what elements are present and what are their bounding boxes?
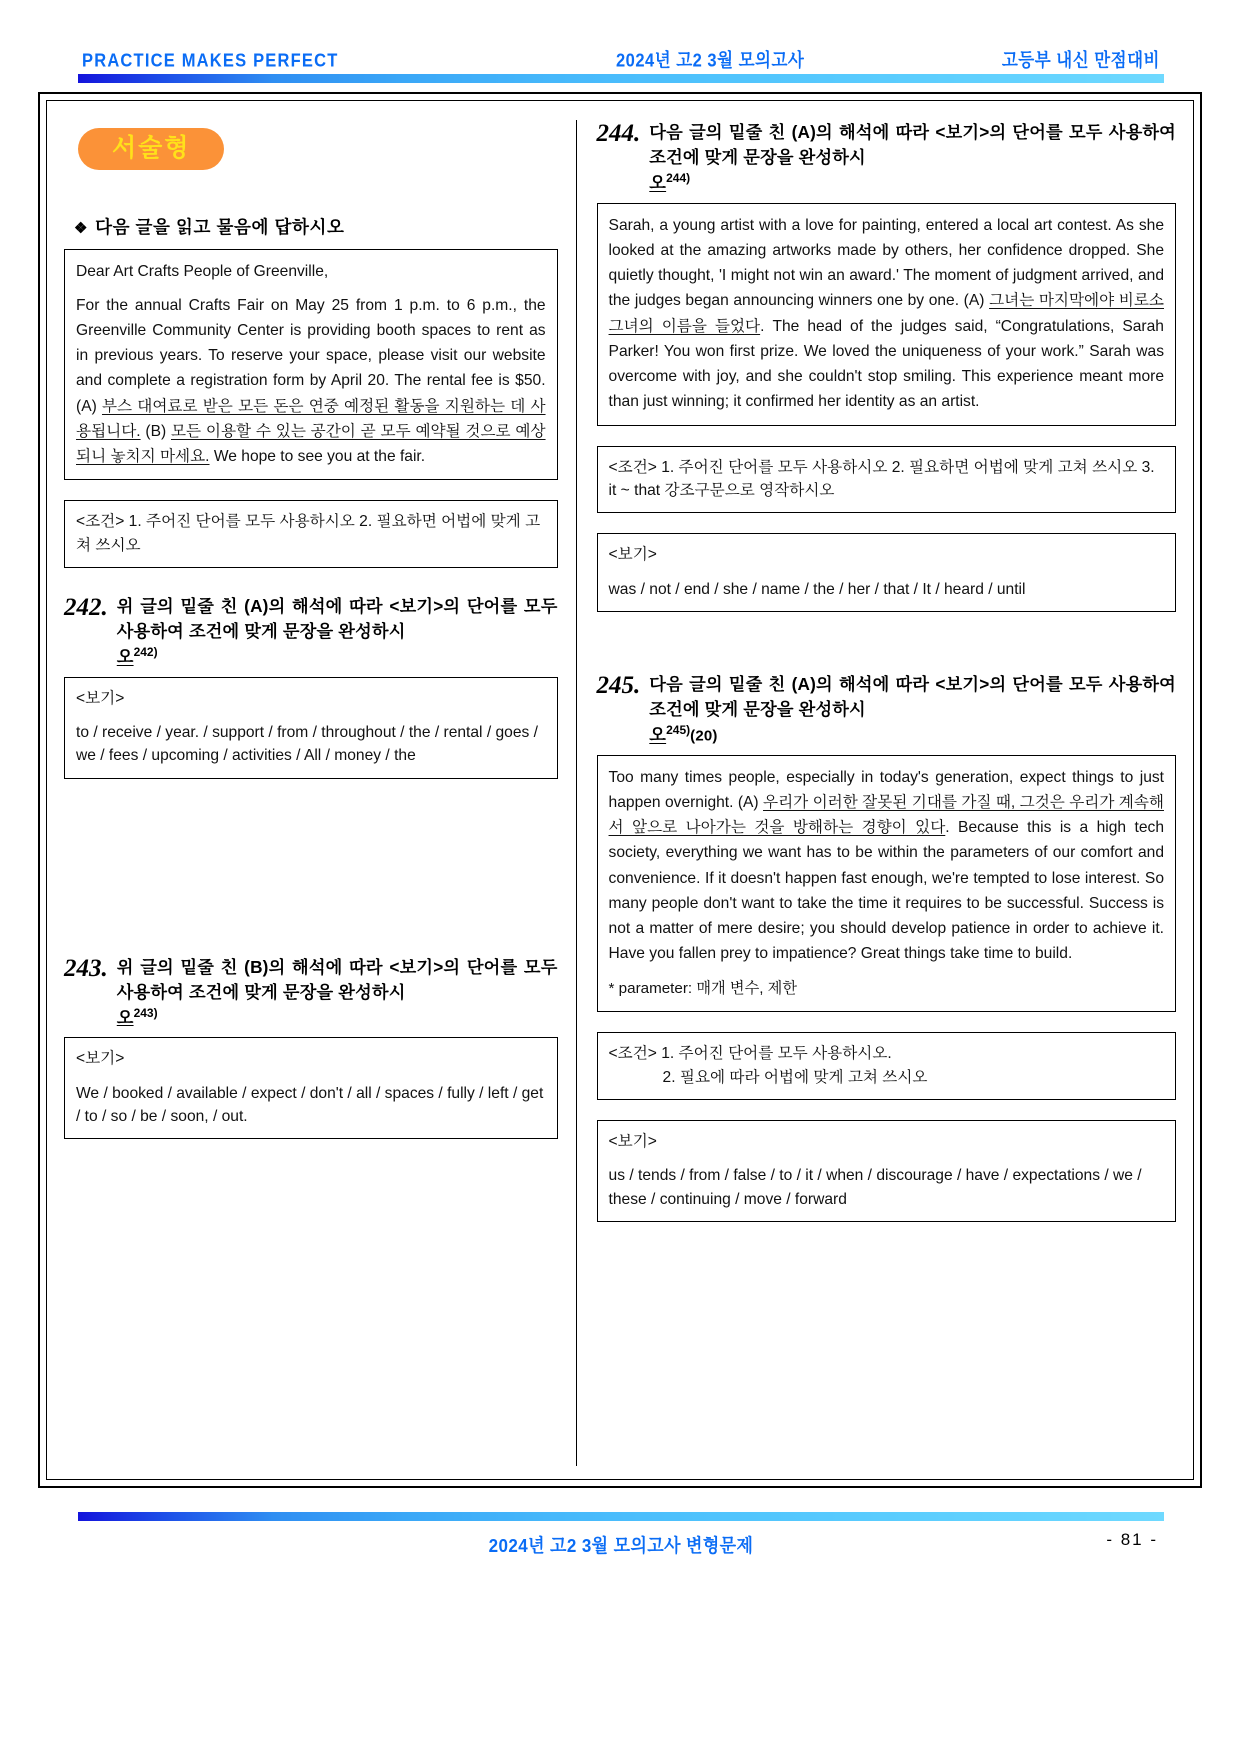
header-gradient-bar [78,74,1164,83]
question-244-prompt: 다음 글의 밑줄 친 (A)의 해석에 따라 <보기>의 단어를 모두 사용하여 조건에 맞게 문장을 완성하시 [649,122,1176,167]
left-column-spacer [64,779,558,929]
question-243-prompt: 위 글의 밑줄 친 (B)의 해석에 따라 <보기>의 단어를 모두 사용하여 조건에 맞게 문장을 완성하시 [116,956,558,1002]
question-243-tail-o: 오 [116,1007,134,1028]
passage-244-body [609,213,1164,415]
reading-instruction-text: 다음 글을 읽고 물음에 답하시오 [95,217,345,238]
passage-segment-2: (B) [140,422,171,440]
question-242-tail [117,644,558,670]
reading-instruction [74,214,558,239]
footer-text-row [78,1530,1164,1556]
bogi-label-242: <보기> [76,689,125,707]
header-text-row [78,44,1164,70]
passage-245-korean: 우리가 이러한 잘못된 기대를 가질 때, 그것은 우리가 계속해서 앞으로 나아가는 것을 방해하는 경향이 있다 [608,793,1164,837]
right-column-spacer [597,612,1176,646]
passage-245-segment-2: . Because this is a high tech society, everything we want has to be within the parameters of our comfort and convenience. If it doesn't happen fast enough, we're tempted to lose interest. So many people don't want to take the time it requires to be successful. Success is not a matter of mere desire; you should develop patience in order to achieve it. Have you fallen prey to impatience? Great things take time to build. [608,819,1165,963]
header-center-title: 2024년 고2 3월 모의고사 [615,50,805,71]
passage-245-body [609,765,1164,967]
question-242-superscript: 242) [133,644,158,659]
header-left-title: PRACTICE MAKES PERFECT [82,50,339,71]
question-243-tail [117,1005,558,1031]
passage-244-korean: 그녀는 마지막에야 비로소 그녀의 이름을 들었다 [608,292,1164,335]
condition-box-244 [597,446,1176,514]
bogi-label-245: <보기> [608,1133,657,1151]
question-243-superscript: 243) [133,1005,158,1020]
question-244-number: 244. [596,120,641,147]
left-column [64,110,576,1478]
bogi-box-243 [64,1037,558,1139]
passage-box-245 [597,755,1176,1013]
condition-text-left: <조건> 1. 주어진 단어를 모두 사용하시오 2. 필요하면 어법에 맞게 고쳐 쓰시오 [76,513,541,554]
bogi-words-245: us / tends / from / false / to / it / when / discourage / have / expectations / we / these / continuing / move / forward [608,1167,1142,1208]
question-245-points: (20) [690,727,718,745]
bogi-words-243: We / booked / available / expect / don't / all / spaces / fully / left / get / to / so / be / soon, / out. [76,1084,544,1126]
question-243-heading [64,955,558,1031]
passage-body [76,293,546,470]
bogi-label-243: <보기> [76,1050,125,1068]
question-245-tail-o: 오 [649,724,667,745]
passage-segment-3: We hope to see you at the fair. [209,448,426,465]
question-243-text [117,955,558,1031]
question-242-number: 242. [64,594,108,622]
passage-korean-b: 모든 이용할 수 있는 공간이 곧 모두 예약될 것으로 예상되니 놓치지 마세요. [76,422,546,465]
passage-box-letter [64,249,558,480]
passage-segment-1: For the annual Crafts Fair on May 25 from 1 p.m. to 6 p.m., the Greenville Community Center is providing booth spaces to rent as in previous years. To reserve your space, please visit our website and complete a registration form by April 20. The rental fee is $50. (A) [76,296,546,415]
bogi-box-244 [597,533,1176,612]
content-columns [38,92,1202,1488]
question-245-text [649,672,1176,748]
passage-244-segment-1: Sarah, a young artist with a love for painting, entered a local art contest. As she looked at the amazing artworks made by others, her confidence dropped. She quietly thought, 'I might not win an award.' The moment of judgment arrived, and the judges began announcing winners one by one. (A) [608,216,1164,310]
footer-page-number: - 81 - [1106,1530,1158,1549]
bogi-box-242 [64,677,558,779]
page-footer [78,1512,1164,1556]
seosulhyeong-badge: 서술형 [78,128,224,170]
question-244-text [649,120,1176,196]
question-244-tail-o: 오 [649,172,667,193]
question-243-number: 243. [64,954,108,982]
header-right-title: 고등부 내신 만점대비 [1001,50,1160,71]
question-245-number: 245. [596,672,641,700]
footer-title: 2024년 고2 3월 모의고사 변형문제 [488,1534,754,1556]
question-244-superscript: 244) [666,170,691,185]
passage-245-footnote: * parameter: 매개 변수, 제한 [608,979,798,997]
question-242-tail-o: 오 [116,646,134,667]
bogi-box-245 [597,1120,1176,1222]
question-244-tail [649,170,1176,196]
question-242-text [117,594,558,670]
page-header [78,44,1164,84]
passage-box-244 [597,203,1176,426]
footer-gradient-bar [78,1512,1164,1521]
right-column [577,110,1176,1478]
question-245-superscript: 245) [666,722,691,737]
bogi-words-244: was / not / end / she / name / the / her / that / It / heard / until [608,580,1026,598]
condition-245-line-1: <조건> 1. 주어진 단어를 모두 사용하시오. [608,1045,892,1063]
question-242-prompt: 위 글의 밑줄 친 (A)의 해석에 따라 <보기>의 단어를 모두 사용하여 조건에 맞게 문장을 완성하시 [116,596,558,641]
condition-box-245 [597,1032,1176,1100]
passage-244-segment-2: . The head of the judges said, “Congratulations, Sarah Parker! You won first prize. We loved the uniqueness of your work.” Sarah was overcome with joy, and she couldn't stop smiling. This experience meant more than just winning; it confirmed her identity as an artist. [608,317,1164,411]
question-245-heading [597,672,1176,748]
passage-korean-a: 부스 대여료로 받은 모든 돈은 연중 예정된 활동을 지원하는 데 사용됩니다. [76,397,546,440]
passage-greeting: Dear Art Crafts People of Greenville, [76,263,329,281]
question-244-heading [597,120,1176,196]
diamond-bullet-icon: ❖ [74,220,89,238]
question-245-tail [649,722,1176,748]
condition-box-left [64,500,558,568]
bogi-label-244: <보기> [608,546,657,564]
question-245-prompt: 다음 글의 밑줄 친 (A)의 해석에 따라 <보기>의 단어를 모두 사용하여 조건에 맞게 문장을 완성하시 [649,674,1176,720]
question-242-heading [64,594,558,670]
condition-245-line-2: 2. 필요에 따라 어법에 맞게 고쳐 쓰시오 [662,1068,928,1086]
condition-text-244: <조건> 1. 주어진 단어를 모두 사용하시오 2. 필요하면 어법에 맞게 고쳐 쓰시오 3. it ~ that 강조구문으로 영작하시오 [608,458,1155,499]
passage-245-segment-1: Too many times people, especially in today's generation, expect things to just happen overnight. (A) [608,768,1164,811]
bogi-words-242: to / receive / year. / support / from / throughout / the / rental / goes / we / fees / upcoming / activities / All / money / the [76,723,538,765]
